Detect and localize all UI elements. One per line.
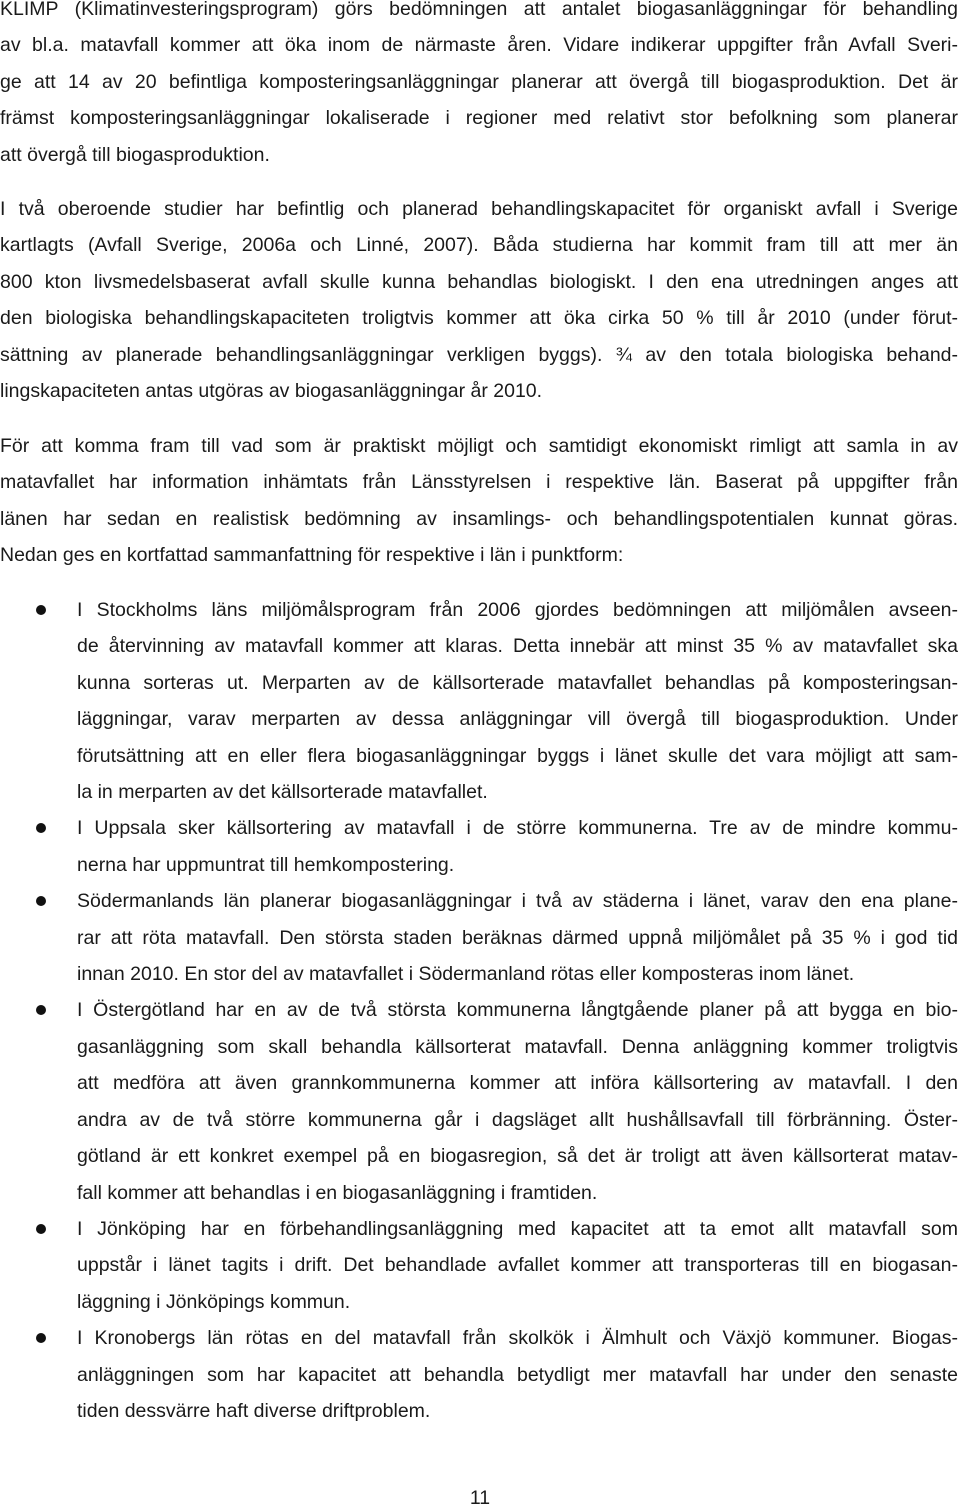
text-line: I Kronobergs län rötas en del matavfall från skolkök i Älmhult och Växjö kommuner. Biogas- bbox=[77, 1327, 958, 1350]
text-line: lingskapaciteten antas utgöras av biogasanläggningar år 2010. bbox=[0, 380, 543, 403]
text-line: la in merparten av det källsorterade matavfallet. bbox=[77, 781, 488, 804]
page-number: 11 bbox=[469, 1487, 491, 1509]
text-line: att övergå till biogasproduktion. bbox=[0, 143, 270, 166]
body-paragraph bbox=[0, 428, 958, 574]
text-line: 800 kton livsmedelsbaserat avfall skulle kunna behandlas biologiskt. I den ena utredningen anges att bbox=[0, 270, 958, 293]
list-item bbox=[0, 883, 960, 992]
text-line: förutsättning att en eller flera biogasanläggningar byggs i länet skulle det vara möjligt att sam- bbox=[77, 744, 958, 767]
text-line: Södermanlands län planerar biogasanläggningar i två av städerna i länet, varav den ena plane- bbox=[77, 890, 958, 913]
text-line: götland är ett konkret exempel på en biogasregion, så det är troligt att även källsorterat matav- bbox=[77, 1145, 958, 1168]
text-line: den biologiska behandlingskapaciteten troligtvis kommer att öka cirka 50 % till år 2010 (under förut- bbox=[0, 307, 958, 330]
text-line: KLIMP (Klimatinvesteringsprogram) görs bedömningen att antalet biogasanläggningar för behandling bbox=[0, 0, 958, 20]
text-line: att medföra att även grannkommunerna kommer att införa källsortering av matavfall. I den bbox=[77, 1072, 958, 1095]
county-bullet-list bbox=[0, 592, 960, 1429]
body-paragraph bbox=[0, 191, 958, 409]
list-item bbox=[0, 992, 960, 1210]
text-line: länen har sedan en realistisk bedömning av insamlings- och behandlingspotentialen kunnat göras. bbox=[0, 507, 958, 530]
text-line: tiden dessvärre haft diverse driftproblem. bbox=[77, 1399, 431, 1422]
list-item bbox=[0, 1211, 960, 1320]
text-line: rar att röta matavfall. Den största staden beräknas därmed uppnå miljömålet på 35 % i god tid bbox=[77, 926, 958, 949]
list-item bbox=[0, 1320, 960, 1429]
text-line: matavfallet har information inhämtats från Länsstyrelsen i respektive län. Baserat på uppgifter från bbox=[0, 471, 958, 494]
text-line: uppstår i länet tagits i drift. Det behandlade avfallet kommer att transporteras till en biogasan- bbox=[77, 1254, 958, 1277]
text-line: läggningar, varav merparten av dessa anläggningar vill övergå till biogasproduktion. Under bbox=[77, 708, 958, 731]
bullet-icon bbox=[36, 605, 46, 615]
bullet-icon bbox=[36, 896, 46, 906]
text-line: För att komma fram till vad som är praktiskt möjligt och samtidigt ekonomiskt rimligt att samla in av bbox=[0, 435, 958, 457]
bullet-icon bbox=[36, 1224, 46, 1234]
text-line: andra av de två större kommunerna går i dagsläget allt hushållsavfall till förbränning. Öster- bbox=[77, 1108, 958, 1131]
text-line: I två oberoende studier har befintlig och planerad behandlingskapacitet för organiskt avfall i Sverige bbox=[0, 198, 958, 220]
text-line: främst komposteringsanläggningar lokaliserade i regioner med relativt stor befolkning som planerar bbox=[0, 107, 958, 130]
text-line: anläggningen som har kapacitet att behandla betydligt mer matavfall har under den senaste bbox=[77, 1363, 958, 1386]
text-line: av bl.a. matavfall kommer att öka inom de närmaste åren. Vidare indikerar uppgifter från Avfall Sveri- bbox=[0, 34, 958, 57]
text-line: läggning i Jönköpings kommun. bbox=[77, 1290, 351, 1313]
text-line: fall kommer att behandlas i en biogasanläggning i framtiden. bbox=[77, 1181, 598, 1204]
text-line: I Jönköping har en förbehandlingsanläggning med kapacitet att ta emot allt matavfall som bbox=[77, 1217, 958, 1240]
text-line: I Östergötland har en av de två största kommunerna långtgående planer på att bygga en bio- bbox=[77, 999, 958, 1022]
text-line: I Uppsala sker källsortering av matavfall i de större kommunerna. Tre av de mindre kommu- bbox=[77, 817, 958, 840]
bullet-icon bbox=[36, 1005, 46, 1015]
text-line: nerna har uppmuntrat till hemkompostering. bbox=[77, 853, 455, 876]
text-line: I Stockholms läns miljömålsprogram från 2006 gjordes bedömningen att miljömålen avseen- bbox=[77, 599, 958, 621]
text-line: kunna sorteras ut. Merparten av de källsorterade matavfallet behandlas på komposteringsan- bbox=[77, 671, 958, 694]
list-item bbox=[0, 810, 960, 883]
body-paragraph bbox=[0, 0, 958, 173]
text-line: Nedan ges en kortfattad sammanfattning för respektive i län i punktform: bbox=[0, 544, 624, 567]
text-line: sättning av planerade behandlingsanläggningar verkligen byggs). ¾ av den totala biologiska behand- bbox=[0, 343, 958, 366]
bullet-icon bbox=[36, 823, 46, 833]
text-line: kartlagts (Avfall Sverige, 2006a och Linné, 2007). Båda studierna har kommit fram till att mer än bbox=[0, 234, 958, 257]
text-line: innan 2010. En stor del av matavfallet i Södermanland rötas eller komposteras inom länet. bbox=[77, 963, 855, 986]
bullet-icon bbox=[36, 1333, 46, 1343]
text-line: de återvinning av matavfall kommer att klaras. Detta innebär att minst 35 % av matavfallet ska bbox=[77, 635, 958, 658]
text-line: gasanläggning som skall behandla källsorterat matavfall. Denna anläggning kommer troligtvis bbox=[77, 1035, 958, 1058]
list-item bbox=[0, 592, 960, 810]
text-line: ge att 14 av 20 befintliga komposteringsanläggningar planerar att övergå till biogasproduktion. Det är bbox=[0, 70, 958, 93]
